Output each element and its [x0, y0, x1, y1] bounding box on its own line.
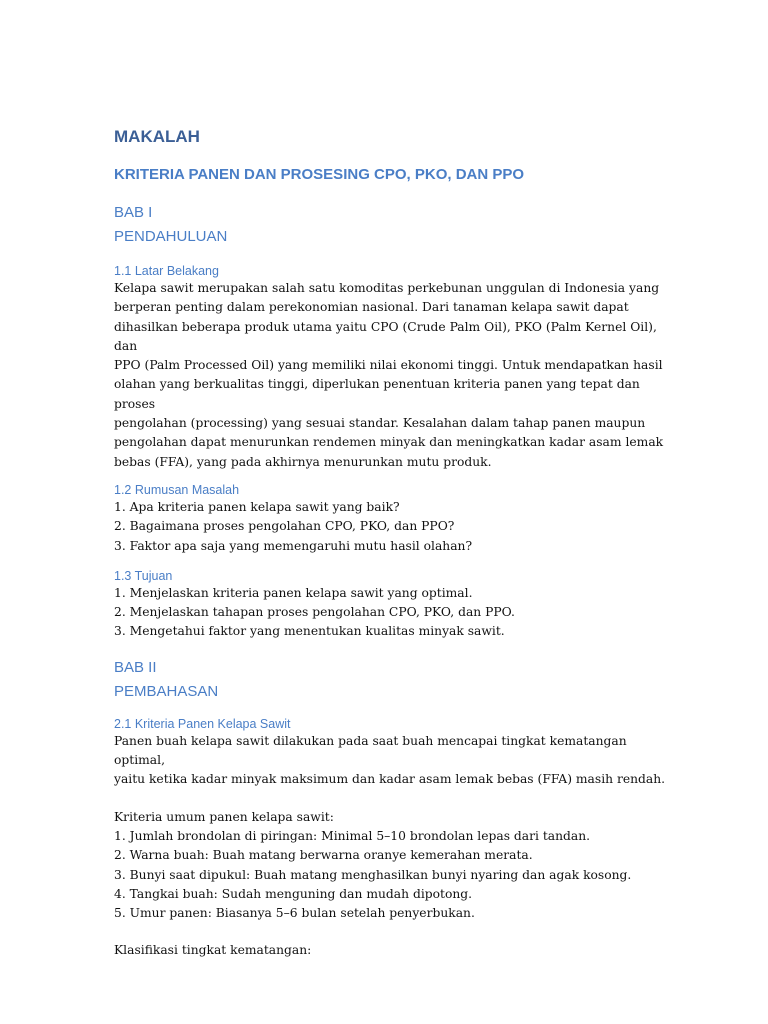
section-2-1-intro — [114, 732, 674, 790]
list-item: 5. Umur panen: Biasanya 5–6 bulan setelah penyerbukan. — [114, 906, 475, 921]
list-item: 1. Jumlah brondolan di piringan: Minimal 5–10 brondolan lepas dari tandan. — [114, 828, 591, 843]
paragraph-line: olahan yang berkualitas tinggi, diperlukan penentuan kriteria panen yang tepat dan proses — [114, 377, 640, 411]
paragraph-line: Panen buah kelapa sawit dilakukan pada saat buah mencapai tingkat kematangan optimal, — [114, 733, 627, 768]
section-1-3 — [114, 568, 674, 642]
section-1-1 — [114, 263, 674, 472]
list-item: 2. Menjelaskan tahapan proses pengolahan CPO, PKO, dan PPO. — [114, 605, 515, 620]
paragraph-line: pengolahan dapat menurunkan rendemen minyak dan meningkatkan kadar asam lemak — [114, 435, 664, 450]
section-1-3-heading: 1.3 Tujuan — [114, 568, 173, 583]
list-item: 3. Faktor apa saja yang memengaruhi mutu hasil olahan? — [114, 538, 473, 553]
list-item: 1. Menjelaskan kriteria panen kelapa sawit yang optimal. — [114, 585, 473, 600]
list-item: 4. Tangkai buah: Sudah menguning dan mudah dipotong. — [114, 886, 473, 901]
paragraph-line: PPO (Palm Processed Oil) yang memiliki nilai ekonomi tinggi. Untuk mendapatkan hasil — [114, 358, 663, 373]
chapter-2-label: BAB II — [114, 658, 157, 676]
document-subtitle: KRITERIA PANEN DAN PROSESING CPO, PKO, DAN PPO — [114, 166, 525, 183]
section-1-2 — [114, 482, 674, 556]
chapter-1-label: BAB I — [114, 204, 153, 221]
chapter-1-name: PENDAHULUAN — [114, 228, 228, 245]
classification-intro: Klasifikasi tingkat kematangan: — [114, 943, 312, 958]
paragraph-line: yaitu ketika kadar minyak maksimum dan kadar asam lemak bebas (FFA) masih rendah. — [114, 772, 666, 787]
chapter-1 — [114, 201, 674, 249]
section-2-1-heading: 2.1 Kriteria Panen Kelapa Sawit — [114, 716, 291, 731]
section-1-2-heading: 1.2 Rumusan Masalah — [114, 482, 240, 497]
list-item: 2. Warna buah: Buah matang berwarna oranye kemerahan merata. — [114, 848, 533, 863]
harvest-criteria-list — [114, 827, 674, 923]
list-item: 3. Bunyi saat dipukul: Buah matang menghasilkan bunyi nyaring dan agak kosong. — [114, 867, 632, 882]
list-item: 3. Mengetahui faktor yang menentukan kualitas minyak sawit. — [114, 624, 505, 639]
paragraph-line: pengolahan (processing) yang sesuai standar. Kesalahan dalam tahap panen maupun — [114, 416, 646, 431]
paragraph-line: bebas (FFA), yang pada akhirnya menurunkan mutu produk. — [114, 454, 492, 469]
section-1-1-heading: 1.1 Latar Belakang — [114, 264, 219, 278]
list-item: 2. Bagaimana proses pengolahan CPO, PKO, dan PPO? — [114, 519, 455, 534]
section-1-1-paragraph — [114, 279, 674, 472]
paragraph-line: dihasilkan beberapa produk utama yaitu CPO (Crude Palm Oil), PKO (Palm Kernel Oil), dan — [114, 319, 657, 353]
objectives-list — [114, 584, 674, 642]
paragraph-line: Kelapa sawit merupakan salah satu komoditas perkebunan unggulan di Indonesia yang — [114, 281, 660, 295]
chapter-2 — [114, 656, 674, 704]
research-questions-list — [114, 498, 674, 556]
document-title: MAKALAH — [114, 127, 200, 146]
list-item: 1. Apa kriteria panen kelapa sawit yang baik? — [114, 499, 400, 514]
chapter-2-name: PEMBAHASAN — [114, 682, 219, 700]
criteria-intro: Kriteria umum panen kelapa sawit: — [114, 809, 334, 824]
section-2-1 — [114, 716, 674, 961]
document-page — [114, 112, 674, 961]
paragraph-line: berperan penting dalam perekonomian nasional. Dari tanaman kelapa sawit dapat — [114, 300, 629, 315]
